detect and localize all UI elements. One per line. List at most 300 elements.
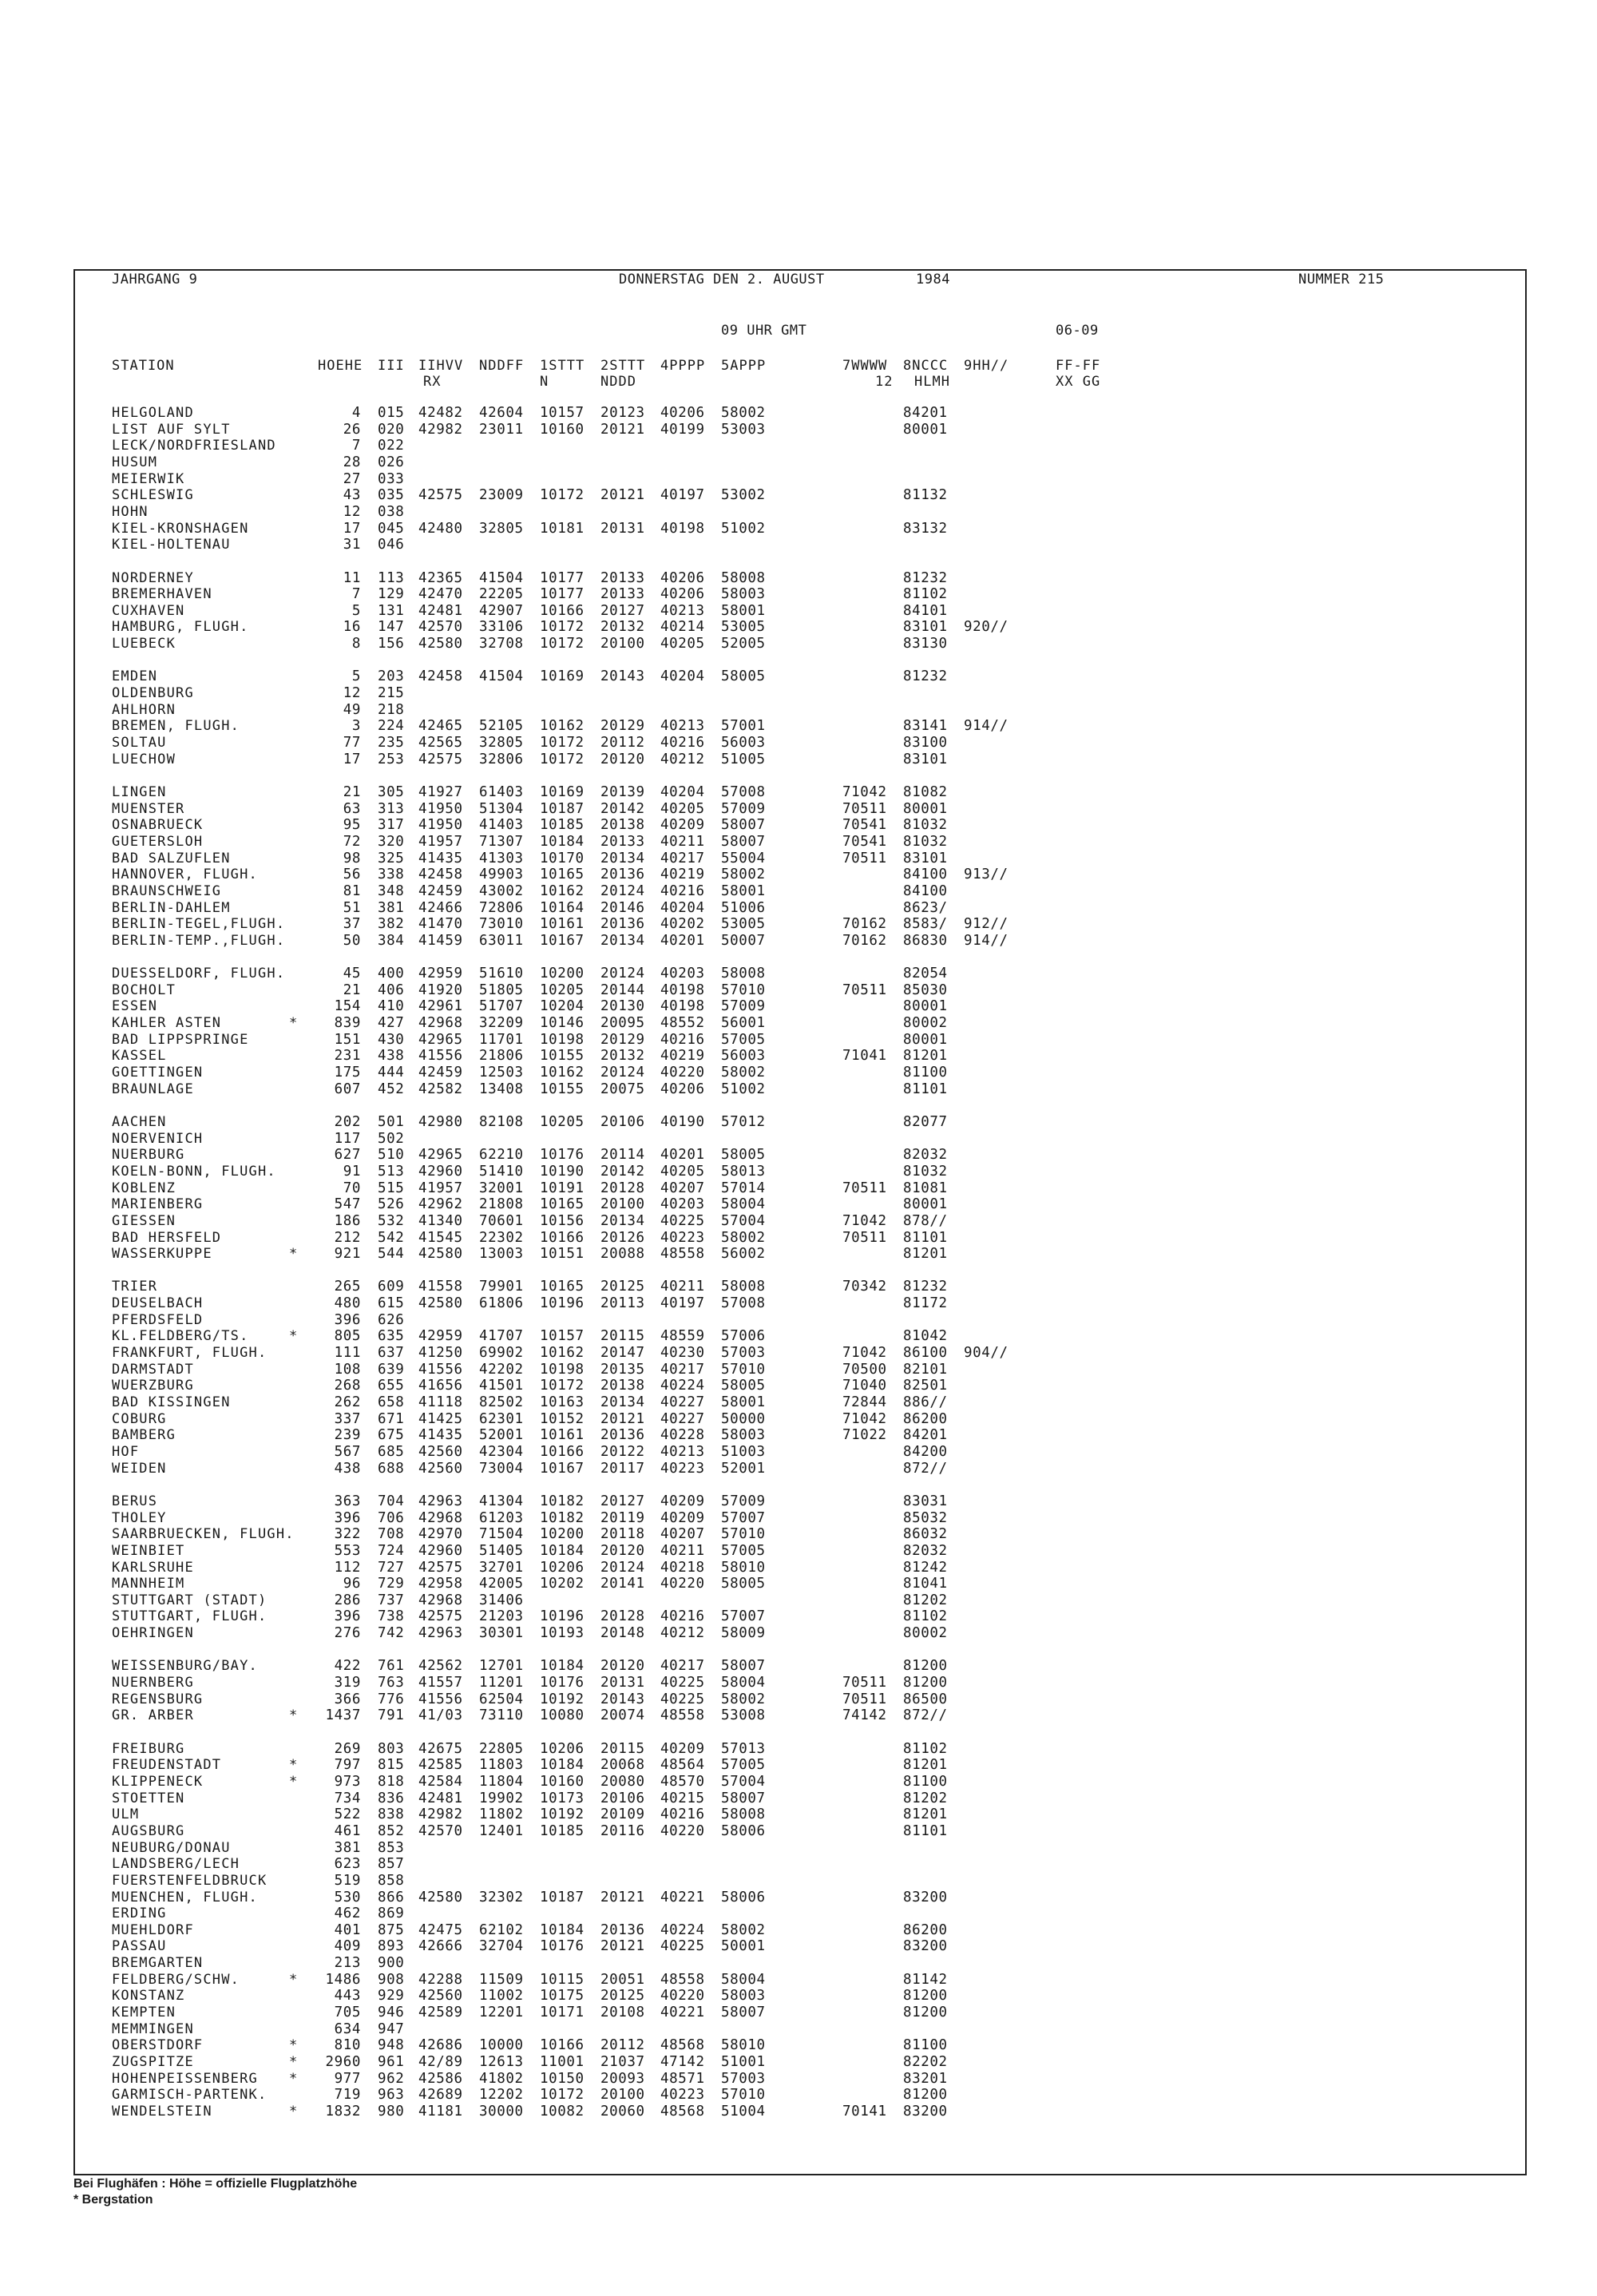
- cell-t2: 20100: [600, 636, 645, 652]
- cell-t1: 10163: [540, 1394, 585, 1410]
- cell-iii: 317: [378, 817, 405, 834]
- cell-iii: 980: [378, 2103, 405, 2120]
- cell-p: 40206: [660, 569, 705, 586]
- cell-n: 84100: [903, 866, 948, 883]
- station-name: NUERNBERG: [112, 1675, 194, 1691]
- cell-t2: 20117: [600, 1460, 645, 1477]
- cell-nddff: 41802: [479, 2070, 524, 2087]
- cell-hoehe: 21: [343, 981, 361, 998]
- cell-t2: 20134: [600, 932, 645, 949]
- cell-p: 48571: [660, 2070, 705, 2087]
- cell-iii: 908: [378, 1971, 405, 1988]
- cell-t2: 20074: [600, 1707, 645, 1724]
- cell-hoehe: 805: [334, 1328, 361, 1345]
- cell-p: 40209: [660, 1509, 705, 1526]
- cell-nddff: 71307: [479, 833, 524, 850]
- cell-hoehe: 16: [343, 619, 361, 636]
- cell-p: 40209: [660, 1740, 705, 1757]
- cell-a: 57009: [721, 998, 766, 1015]
- cell-n: 83100: [903, 735, 948, 751]
- cell-a: 58007: [721, 1658, 766, 1675]
- table-frame: [73, 269, 1527, 2175]
- cell-a: 57010: [721, 981, 766, 998]
- cell-n: 83101: [903, 619, 948, 636]
- cell-a: 57003: [721, 1345, 766, 1362]
- footnote-flughaefen: Bei Flughäfen : Höhe = offizielle Flugplatzhöhe: [73, 2177, 358, 2191]
- cell-hoehe: 337: [334, 1410, 361, 1427]
- cell-hoehe: 28: [343, 454, 361, 470]
- cell-iihvv: 41435: [418, 1427, 463, 1444]
- cell-nddff: 13003: [479, 1246, 524, 1263]
- cell-n: 80001: [903, 800, 948, 817]
- header-nummer: NUMMER 215: [1298, 272, 1385, 287]
- cell-n: 86500: [903, 1691, 948, 1707]
- cell-t2: 20106: [600, 1113, 645, 1130]
- cell-hoehe: 396: [334, 1509, 361, 1526]
- col-sub-12: 12: [875, 374, 894, 390]
- cell-hoehe: 117: [334, 1130, 361, 1147]
- col-iii: III: [378, 358, 405, 374]
- cell-p: 40202: [660, 916, 705, 933]
- station-name: ZUGSPITZE: [112, 2054, 194, 2070]
- station-name: MUEHLDORF: [112, 1921, 194, 1938]
- station-name: EMDEN: [112, 668, 158, 685]
- station-name: DEUSELBACH: [112, 1295, 204, 1312]
- cell-p: 48568: [660, 2103, 705, 2120]
- cell-iii: 688: [378, 1460, 405, 1477]
- cell-t1: 10165: [540, 1279, 585, 1295]
- cell-hoehe: 239: [334, 1427, 361, 1444]
- cell-nddff: 42202: [479, 1361, 524, 1378]
- cell-nddff: 42604: [479, 405, 524, 421]
- cell-hoehe: 286: [334, 1592, 361, 1608]
- cell-iii: 502: [378, 1130, 405, 1147]
- cell-iii: 852: [378, 1822, 405, 1839]
- cell-iihvv: 41920: [418, 981, 463, 998]
- cell-n: 83200: [903, 1889, 948, 1905]
- header-uhrzeit: 09 UHR GMT: [721, 323, 807, 339]
- cell-iii: 737: [378, 1592, 405, 1608]
- cell-a: 57005: [721, 1031, 766, 1048]
- cell-t1: 10166: [540, 1229, 585, 1246]
- cell-iihvv: 42575: [418, 1608, 463, 1625]
- station-name: LUECHOW: [112, 751, 176, 767]
- station-name: ULM: [112, 1806, 140, 1823]
- station-name: BERLIN-DAHLEM: [112, 899, 231, 916]
- cell-p: 40214: [660, 619, 705, 636]
- cell-nddff: 10000: [479, 2037, 524, 2054]
- cell-a: 53005: [721, 916, 766, 933]
- footnote-bergstation: * Bergstation: [73, 2193, 153, 2207]
- cell-p: 40219: [660, 866, 705, 883]
- cell-nddff: 41501: [479, 1378, 524, 1394]
- cell-w: 70511: [842, 800, 887, 817]
- bergstation-marker: *: [289, 2103, 299, 2120]
- cell-n: 81032: [903, 1163, 948, 1180]
- cell-p: 40228: [660, 1427, 705, 1444]
- station-name: KEMPTEN: [112, 2005, 176, 2021]
- cell-p: 40217: [660, 1361, 705, 1378]
- cell-t2: 20112: [600, 2037, 645, 2054]
- col-7wwww: 7WWWW: [842, 358, 888, 374]
- cell-a: 57014: [721, 1180, 766, 1196]
- cell-hoehe: 95: [343, 817, 361, 834]
- cell-t2: 20126: [600, 1229, 645, 1246]
- cell-h: 914//: [964, 718, 1009, 735]
- cell-n: 83201: [903, 2070, 948, 2087]
- cell-iii: 253: [378, 751, 405, 767]
- cell-iihvv: 42959: [418, 966, 463, 982]
- cell-p: 40205: [660, 800, 705, 817]
- cell-hoehe: 4: [351, 405, 361, 421]
- cell-a: 57013: [721, 1740, 766, 1757]
- cell-t2: 20131: [600, 520, 645, 537]
- cell-t2: 20080: [600, 1773, 645, 1790]
- col-8nccc: 8NCCC: [903, 358, 949, 374]
- cell-iihvv: 41957: [418, 1180, 463, 1196]
- station-name: MEMMINGEN: [112, 2020, 194, 2037]
- cell-a: 51005: [721, 751, 766, 767]
- cell-iihvv: 42458: [418, 668, 463, 685]
- cell-iihvv: 41118: [418, 1394, 463, 1410]
- cell-p: 40230: [660, 1345, 705, 1362]
- cell-a: 58007: [721, 1790, 766, 1806]
- cell-a: 57007: [721, 1509, 766, 1526]
- cell-p: 40221: [660, 2005, 705, 2021]
- station-name: HANNOVER, FLUGH.: [112, 866, 258, 883]
- cell-w: 70141: [842, 2103, 887, 2120]
- cell-hoehe: 8: [351, 636, 361, 652]
- cell-nddff: 42304: [479, 1443, 524, 1460]
- cell-p: 40216: [660, 1608, 705, 1625]
- station-name: KIEL-HOLTENAU: [112, 537, 231, 553]
- cell-a: 50001: [721, 1938, 766, 1955]
- cell-hoehe: 363: [334, 1493, 361, 1509]
- station-name: SCHLESWIG: [112, 487, 194, 504]
- cell-a: 58001: [721, 882, 766, 899]
- cell-t1: 10198: [540, 1361, 585, 1378]
- cell-n: 81200: [903, 1658, 948, 1675]
- cell-a: 57007: [721, 1608, 766, 1625]
- station-name: BAD KISSINGEN: [112, 1394, 231, 1410]
- cell-p: 40212: [660, 751, 705, 767]
- station-name: STUTTGART, FLUGH.: [112, 1608, 267, 1625]
- cell-iihvv: 42589: [418, 2005, 463, 2021]
- station-name: OBERSTDORF: [112, 2037, 204, 2054]
- cell-hoehe: 547: [334, 1196, 361, 1213]
- cell-nddff: 21806: [479, 1048, 524, 1065]
- cell-iihvv: 42968: [418, 1015, 463, 1032]
- cell-n: 81201: [903, 1806, 948, 1823]
- cell-hoehe: 111: [334, 1345, 361, 1362]
- station-name: BREMERHAVEN: [112, 586, 212, 603]
- station-name: WENDELSTEIN: [112, 2103, 212, 2120]
- cell-iii: 045: [378, 520, 405, 537]
- cell-nddff: 32001: [479, 1180, 524, 1196]
- cell-iii: 026: [378, 454, 405, 470]
- col-iihvv: IIHVV: [418, 358, 464, 374]
- cell-p: 48564: [660, 1757, 705, 1774]
- station-name: WEINBIET: [112, 1542, 185, 1559]
- cell-n: 872//: [903, 1707, 948, 1724]
- station-name: BAMBERG: [112, 1427, 176, 1444]
- cell-n: 81232: [903, 668, 948, 685]
- cell-a: 58002: [721, 1691, 766, 1707]
- cell-t1: 10115: [540, 1971, 585, 1988]
- cell-hoehe: 839: [334, 1015, 361, 1032]
- bergstation-marker: *: [289, 1328, 299, 1345]
- cell-hoehe: 461: [334, 1822, 361, 1839]
- cell-iii: 742: [378, 1625, 405, 1642]
- cell-iihvv: 42565: [418, 735, 463, 751]
- cell-n: 81081: [903, 1180, 948, 1196]
- cell-iihvv: 42962: [418, 1196, 463, 1213]
- cell-a: 56002: [721, 1246, 766, 1263]
- cell-p: 48570: [660, 1773, 705, 1790]
- cell-p: 40225: [660, 1691, 705, 1707]
- cell-n: 82077: [903, 1113, 948, 1130]
- header-zeitraum: 06-09: [1056, 323, 1099, 339]
- cell-iihvv: 42968: [418, 1509, 463, 1526]
- bergstation-marker: *: [289, 2037, 299, 2054]
- cell-n: 82032: [903, 1542, 948, 1559]
- cell-p: 48558: [660, 1246, 705, 1263]
- cell-t1: 10206: [540, 1740, 585, 1757]
- cell-hoehe: 21: [343, 783, 361, 800]
- station-name: NOERVENICH: [112, 1130, 204, 1147]
- cell-t2: 20121: [600, 1938, 645, 1955]
- cell-nddff: 73010: [479, 916, 524, 933]
- cell-nddff: 41303: [479, 850, 524, 866]
- cell-p: 40190: [660, 1113, 705, 1130]
- cell-nddff: 51707: [479, 998, 524, 1015]
- cell-hoehe: 443: [334, 1988, 361, 2005]
- cell-hoehe: 17: [343, 520, 361, 537]
- cell-a: 57001: [721, 718, 766, 735]
- cell-iii: 708: [378, 1526, 405, 1543]
- cell-n: 83031: [903, 1493, 948, 1509]
- cell-w: 71040: [842, 1378, 887, 1394]
- cell-iihvv: 42686: [418, 2037, 463, 2054]
- cell-t1: 10150: [540, 2070, 585, 2087]
- station-name: MARIENBERG: [112, 1196, 204, 1213]
- cell-hoehe: 96: [343, 1576, 361, 1592]
- cell-iihvv: 42459: [418, 1065, 463, 1081]
- cell-hoehe: 462: [334, 1905, 361, 1922]
- header-jahrgang: JAHRGANG 9: [112, 272, 198, 287]
- cell-p: 40207: [660, 1180, 705, 1196]
- cell-n: 83130: [903, 636, 948, 652]
- cell-iii: 685: [378, 1443, 405, 1460]
- cell-hoehe: 202: [334, 1113, 361, 1130]
- cell-t1: 10176: [540, 1675, 585, 1691]
- cell-iihvv: 42481: [418, 602, 463, 619]
- station-name: MEIERWIK: [112, 470, 185, 487]
- cell-a: 57005: [721, 1757, 766, 1774]
- cell-iii: 320: [378, 833, 405, 850]
- cell-hoehe: 396: [334, 1608, 361, 1625]
- cell-hoehe: 37: [343, 916, 361, 933]
- cell-nddff: 32209: [479, 1015, 524, 1032]
- col-1sttt: 1STTT: [540, 358, 585, 374]
- cell-t2: 20125: [600, 1988, 645, 2005]
- cell-hoehe: 63: [343, 800, 361, 817]
- cell-t2: 20114: [600, 1147, 645, 1164]
- cell-w: 70511: [842, 1691, 887, 1707]
- cell-t1: 10162: [540, 718, 585, 735]
- cell-iii: 869: [378, 1905, 405, 1922]
- cell-n: 81101: [903, 1229, 948, 1246]
- cell-iii: 836: [378, 1790, 405, 1806]
- cell-t1: 10172: [540, 487, 585, 504]
- cell-nddff: 11002: [479, 1988, 524, 2005]
- cell-p: 40213: [660, 602, 705, 619]
- cell-w: 70511: [842, 1675, 887, 1691]
- cell-iii: 791: [378, 1707, 405, 1724]
- cell-n: 81201: [903, 1246, 948, 1263]
- col-4pppp: 4PPPP: [660, 358, 706, 374]
- cell-t2: 20135: [600, 1361, 645, 1378]
- cell-iii: 946: [378, 2005, 405, 2021]
- cell-t2: 20120: [600, 1542, 645, 1559]
- cell-iii: 526: [378, 1196, 405, 1213]
- cell-nddff: 11509: [479, 1971, 524, 1988]
- cell-t1: 10185: [540, 1822, 585, 1839]
- cell-hoehe: 634: [334, 2020, 361, 2037]
- cell-hoehe: 396: [334, 1311, 361, 1328]
- cell-t1: 10152: [540, 1410, 585, 1427]
- cell-hoehe: 268: [334, 1378, 361, 1394]
- cell-p: 40225: [660, 1675, 705, 1691]
- cell-nddff: 51410: [479, 1163, 524, 1180]
- cell-iii: 615: [378, 1295, 405, 1312]
- cell-iii: 215: [378, 685, 405, 702]
- cell-t2: 20121: [600, 1410, 645, 1427]
- cell-t2: 20131: [600, 1675, 645, 1691]
- cell-p: 40203: [660, 1196, 705, 1213]
- cell-hoehe: 81: [343, 882, 361, 899]
- cell-n: 83132: [903, 520, 948, 537]
- cell-t2: 20116: [600, 1822, 645, 1839]
- cell-a: 51004: [721, 2103, 766, 2120]
- cell-iii: 706: [378, 1509, 405, 1526]
- cell-t1: 10200: [540, 966, 585, 982]
- cell-t1: 10181: [540, 520, 585, 537]
- cell-t2: 20119: [600, 1509, 645, 1526]
- cell-p: 48558: [660, 1707, 705, 1724]
- cell-t1: 10157: [540, 1328, 585, 1345]
- cell-hoehe: 213: [334, 1955, 361, 1972]
- station-name: FRANKFURT, FLUGH.: [112, 1345, 267, 1362]
- cell-n: 81100: [903, 1065, 948, 1081]
- station-name: GIESSEN: [112, 1212, 176, 1229]
- cell-nddff: 63011: [479, 932, 524, 949]
- station-name: GR. ARBER: [112, 1707, 194, 1724]
- station-name: BERLIN-TEMP.,FLUGH.: [112, 932, 286, 949]
- cell-iihvv: 41556: [418, 1048, 463, 1065]
- cell-a: 58002: [721, 405, 766, 421]
- cell-t1: 10182: [540, 1493, 585, 1509]
- cell-n: 82202: [903, 2054, 948, 2070]
- cell-hoehe: 480: [334, 1295, 361, 1312]
- col-sub-rx: RX: [423, 374, 442, 390]
- cell-nddff: 73004: [479, 1460, 524, 1477]
- cell-iihvv: 42582: [418, 1081, 463, 1097]
- cell-iii: 961: [378, 2054, 405, 2070]
- cell-t2: 20115: [600, 1328, 645, 1345]
- bergstation-marker: *: [289, 1971, 299, 1988]
- cell-a: 58008: [721, 966, 766, 982]
- cell-t1: 10192: [540, 1691, 585, 1707]
- cell-w: 70162: [842, 916, 887, 933]
- cell-iihvv: 41557: [418, 1675, 463, 1691]
- cell-iii: 724: [378, 1542, 405, 1559]
- cell-nddff: 32302: [479, 1889, 524, 1905]
- cell-t1: 10172: [540, 619, 585, 636]
- cell-n: 878//: [903, 1212, 948, 1229]
- cell-n: 8583/: [903, 916, 948, 933]
- cell-iihvv: 42560: [418, 1443, 463, 1460]
- cell-iii: 639: [378, 1361, 405, 1378]
- station-name: BAD LIPPSPRINGE: [112, 1031, 249, 1048]
- cell-nddff: 33106: [479, 619, 524, 636]
- cell-iii: 131: [378, 602, 405, 619]
- cell-a: 57010: [721, 1361, 766, 1378]
- cell-iihvv: 42982: [418, 421, 463, 438]
- station-name: KIEL-KRONSHAGEN: [112, 520, 249, 537]
- cell-h: 920//: [964, 619, 1009, 636]
- cell-iii: 838: [378, 1806, 405, 1823]
- cell-t1: 10175: [540, 1988, 585, 2005]
- cell-nddff: 21808: [479, 1196, 524, 1213]
- cell-t1: 10080: [540, 1707, 585, 1724]
- cell-hoehe: 7: [351, 438, 361, 454]
- cell-hoehe: 2960: [325, 2054, 361, 2070]
- cell-p: 48558: [660, 1971, 705, 1988]
- station-name: HUSUM: [112, 454, 158, 470]
- station-name: LANDSBERG/LECH: [112, 1856, 240, 1873]
- cell-w: 70511: [842, 1229, 887, 1246]
- cell-nddff: 32701: [479, 1559, 524, 1576]
- cell-nddff: 51805: [479, 981, 524, 998]
- cell-hoehe: 1486: [325, 1971, 361, 1988]
- cell-iihvv: 42970: [418, 1526, 463, 1543]
- cell-n: 81201: [903, 1048, 948, 1065]
- cell-iihvv: 41250: [418, 1345, 463, 1362]
- cell-iii: 382: [378, 916, 405, 933]
- cell-iihvv: 42575: [418, 487, 463, 504]
- cell-t1: 10166: [540, 1443, 585, 1460]
- cell-t2: 20108: [600, 2005, 645, 2021]
- cell-iii: 658: [378, 1394, 405, 1410]
- cell-t2: 20120: [600, 1658, 645, 1675]
- cell-t2: 20136: [600, 1921, 645, 1938]
- cell-t2: 20129: [600, 1031, 645, 1048]
- cell-iii: 510: [378, 1147, 405, 1164]
- cell-hoehe: 70: [343, 1180, 361, 1196]
- col-hoehe: HOEHE: [318, 358, 363, 374]
- cell-n: 86830: [903, 932, 948, 949]
- station-name: WEISSENBURG/BAY.: [112, 1658, 258, 1675]
- cell-p: 40220: [660, 1065, 705, 1081]
- cell-hoehe: 56: [343, 866, 361, 883]
- cell-iii: 803: [378, 1740, 405, 1757]
- bergstation-marker: *: [289, 2070, 299, 2087]
- cell-hoehe: 381: [334, 1839, 361, 1856]
- cell-hoehe: 265: [334, 1279, 361, 1295]
- cell-n: 80001: [903, 1031, 948, 1048]
- station-name: FUERSTENFELDBRUCK: [112, 1872, 267, 1889]
